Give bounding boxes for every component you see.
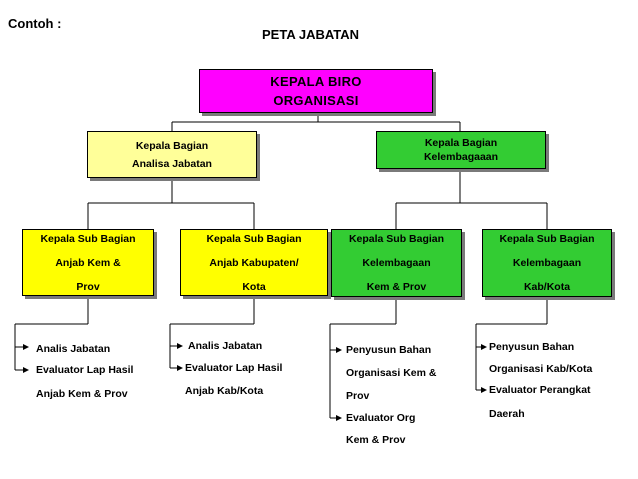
staff-3-penyusun-line3: Prov	[346, 390, 370, 402]
sub-1-line2: Anjab Kem &	[55, 256, 121, 269]
staff-1-analis-jabatan: Analis Jabatan	[36, 343, 111, 355]
sub-4-line2: Kelembagaan	[512, 257, 582, 269]
root-line1: KEPALA BIRO	[270, 74, 362, 89]
staff-3-penyusun-line1: Penyusun Bahan	[346, 344, 432, 356]
staff-2-analis-jabatan: Analis Jabatan	[188, 340, 263, 352]
sub-2-line1: Kepala Sub Bagian	[206, 232, 302, 245]
bagian-kelembagaan-line2: Kelembagaaan	[423, 151, 499, 163]
kepala-biro-box	[199, 69, 433, 113]
bagian-kelembagaan-line1: Kepala Bagian	[424, 137, 498, 149]
sub-4-line1: Kepala Sub Bagian	[499, 233, 595, 245]
page-title: PETA JABATAN	[262, 27, 360, 42]
staff-1-evaluator-line1: Evaluator Lap Hasil	[36, 364, 134, 376]
example-label: Contoh :	[8, 16, 62, 31]
sub-3-line3: Kem & Prov	[366, 281, 427, 293]
staff-2-evaluator-line2: Anjab Kab/Kota	[185, 385, 264, 397]
bagian-analisa-line1: Kepala Bagian	[135, 139, 209, 152]
sub-3-line1: Kepala Sub Bagian	[348, 233, 445, 245]
sub-bagian-anjab-kem-prov-box	[22, 229, 154, 296]
sub-bagian-kelembagaan-kem-prov-box	[331, 229, 462, 297]
sub-1-line3: Prov	[76, 280, 100, 293]
staff-4-penyusun-line2: Organisasi Kab/Kota	[489, 363, 593, 375]
sub-3-line2: Kelembagaan	[362, 257, 431, 269]
kepala-bagian-analisa-box	[87, 131, 257, 178]
staff-3-penyusun-line2: Organisasi Kem &	[346, 367, 437, 379]
sub-4-line3: Kab/Kota	[523, 281, 571, 293]
kepala-bagian-kelembagaan-box	[376, 131, 546, 169]
staff-4-penyusun-line1: Penyusun Bahan	[489, 341, 575, 353]
sub-1-line1: Kepala Sub Bagian	[40, 232, 136, 245]
staff-4-evaluator-line2: Daerah	[489, 408, 525, 420]
sub-2-line2: Anjab Kabupaten/	[209, 256, 299, 269]
staff-2-evaluator-line1: Evaluator Lap Hasil	[185, 362, 283, 374]
root-line2: ORGANISASI	[273, 93, 359, 108]
sub-bagian-kelembagaan-kab-kota-box	[482, 229, 612, 297]
sub-bagian-anjab-kabupaten-box	[180, 229, 328, 296]
staff-3-evaluator-line1: Evaluator Org	[346, 412, 416, 424]
staff-1-evaluator-line2: Anjab Kem & Prov	[36, 388, 128, 400]
staff-4-evaluator-line1: Evaluator Perangkat	[489, 384, 591, 396]
bagian-analisa-line2: Analisa Jabatan	[132, 157, 212, 170]
staff-3-evaluator-line2: Kem & Prov	[346, 434, 406, 446]
sub-2-line3: Kota	[242, 280, 266, 293]
